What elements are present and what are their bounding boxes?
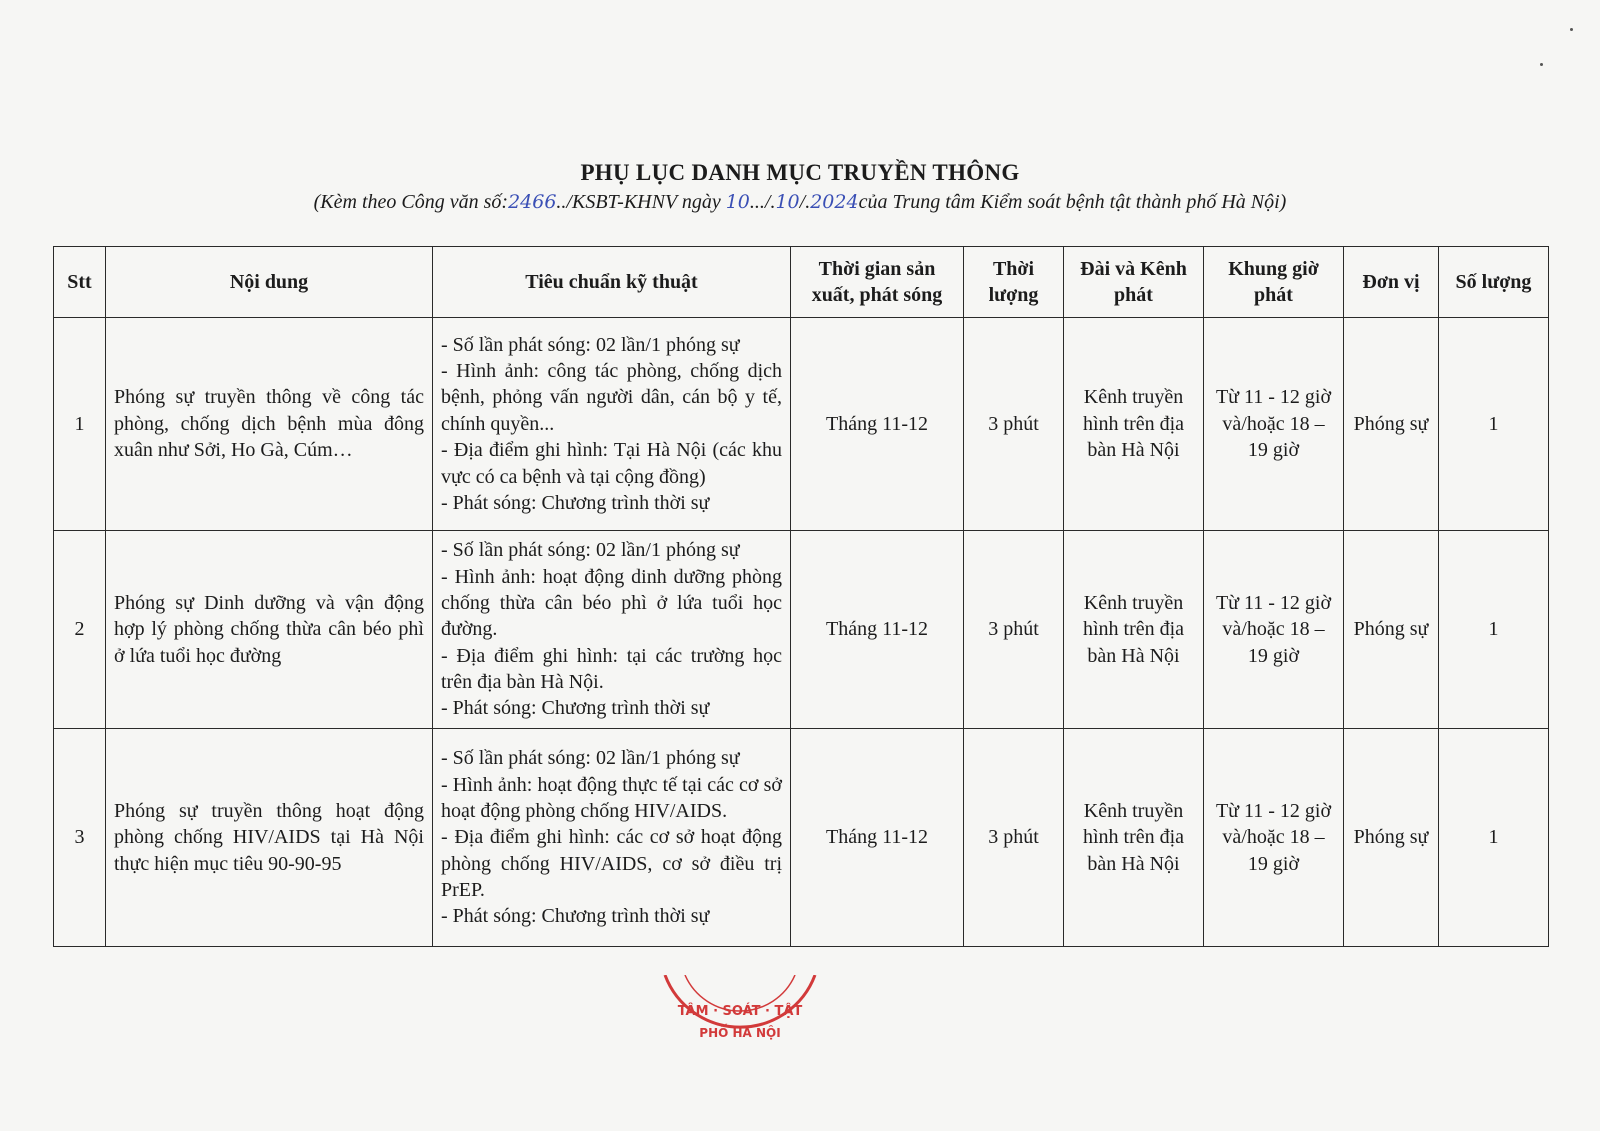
red-seal-stamp [655, 975, 825, 1125]
tech-line: - Địa điểm ghi hình: tại các trường học trên địa bàn Hà Nội. [441, 644, 782, 694]
table-row [54, 531, 1549, 729]
scan-speck [1570, 28, 1573, 31]
cell-stt: 2 [54, 531, 106, 729]
header-time: Thời gian sản xuất, phát sóng [791, 247, 964, 318]
header-tech: Tiêu chuẩn kỹ thuật [433, 247, 791, 318]
table-row [54, 318, 1549, 531]
cell-tech [433, 318, 791, 531]
cell-slot: Từ 11 - 12 giờ và/hoặc 18 – 19 giờ [1204, 531, 1344, 729]
cell-unit: Phóng sự [1344, 531, 1439, 729]
cell-qty: 1 [1439, 318, 1549, 531]
cell-stt: 3 [54, 729, 106, 947]
header-content: Nội dung [106, 247, 433, 318]
cell-slot: Từ 11 - 12 giờ và/hoặc 18 – 19 giờ [1204, 318, 1344, 531]
doc-number-handwritten: 2466 [508, 191, 557, 213]
scan-speck [1540, 63, 1543, 66]
cell-channel: Kênh truyền hình trên địa bàn Hà Nội [1064, 531, 1204, 729]
cell-unit: Phóng sự [1344, 318, 1439, 531]
subtitle-suffix: của Trung tâm Kiểm soát bệnh tật thành phố Hà Nội) [858, 191, 1287, 213]
cell-time: Tháng 11-12 [791, 729, 964, 947]
stamp-text: TÂM · SOÁT · TẬT [677, 1004, 803, 1019]
tech-line: - Địa điểm ghi hình: Tại Hà Nội (các khu vực có ca bệnh và tại cộng đồng) [441, 439, 782, 488]
cell-duration: 3 phút [964, 318, 1064, 531]
cell-content: Phóng sự truyền thông về công tác phòng, chống dịch bệnh mùa đông xuân như Sởi, Ho Gà, Cúm… [106, 318, 433, 531]
cell-time: Tháng 11-12 [791, 531, 964, 729]
cell-duration: 3 phút [964, 531, 1064, 729]
tech-line: - Phát sóng: Chương trình thời sự [441, 697, 710, 720]
tech-line: - Hình ảnh: công tác phòng, chống dịch bệnh, phỏng vấn người dân, cán bộ y tế, chính quyền... [441, 360, 782, 435]
cell-unit: Phóng sự [1344, 729, 1439, 947]
table-row [54, 729, 1549, 947]
tech-line: - Địa điểm ghi hình: các cơ sở hoạt động phòng chống HIV/AIDS, cơ sở điều trị PrEP. [441, 826, 782, 902]
year-handwritten: 2024 [810, 191, 859, 213]
cell-slot: Từ 11 - 12 giờ và/hoặc 18 – 19 giờ [1204, 729, 1344, 947]
stamp-outer-ring [665, 975, 815, 1027]
header-unit: Đơn vị [1344, 247, 1439, 318]
document-title: PHỤ LỤC DANH MỤC TRUYỀN THÔNG [580, 160, 1020, 185]
cell-qty: 1 [1439, 729, 1549, 947]
header-stt: Stt [54, 247, 106, 318]
day-handwritten: 10 [725, 191, 750, 213]
cell-time: Tháng 11-12 [791, 318, 964, 531]
cell-tech [433, 729, 791, 947]
header-channel: Đài và Kênh phát [1064, 247, 1204, 318]
cell-tech [433, 531, 791, 729]
date-separator-2: /. [799, 191, 811, 213]
cell-content: Phóng sự truyền thông hoạt động phòng chống HIV/AIDS tại Hà Nội thực hiện mục tiêu 90-90-95 [106, 729, 433, 947]
cell-content: Phóng sự Dinh dưỡng và vận động hợp lý phòng chống thừa cân béo phì ở lứa tuổi học đường [106, 531, 433, 729]
header-duration: Thời lượng [964, 247, 1064, 318]
tech-line: - Phát sóng: Chương trình thời sự [441, 905, 710, 928]
tech-line: - Số lần phát sóng: 02 lần/1 phóng sự [441, 747, 740, 770]
header-slot: Khung giờ phát [1204, 247, 1344, 318]
document-subtitle [0, 191, 1600, 214]
tech-line: - Hình ảnh: hoạt động thực tế tại các cơ sở hoạt động phòng chống HIV/AIDS. [441, 773, 782, 822]
month-handwritten: 10 [775, 191, 800, 213]
tech-line: - Phát sóng: Chương trình thời sự [441, 491, 710, 514]
header-qty: Số lượng [1439, 247, 1549, 318]
cell-channel: Kênh truyền hình trên địa bàn Hà Nội [1064, 318, 1204, 531]
cell-qty: 1 [1439, 531, 1549, 729]
tech-line: - Số lần phát sóng: 02 lần/1 phóng sự [441, 539, 740, 562]
stamp-text-2: PHỐ HÀ NỘI [699, 1026, 781, 1040]
media-list-table [53, 246, 1549, 947]
table-header-row [54, 247, 1549, 318]
date-separator-1: .../. [749, 191, 776, 213]
tech-line: - Số lần phát sóng: 02 lần/1 phóng sự [441, 333, 740, 356]
cell-channel: Kênh truyền hình trên địa bàn Hà Nội [1064, 729, 1204, 947]
cell-duration: 3 phút [964, 729, 1064, 947]
tech-line: - Hình ảnh: hoạt động dinh dưỡng phòng chống thừa cân béo phì ở lứa tuổi học đường. [441, 565, 782, 641]
doc-code: ../KSBT-KHNV ngày [556, 191, 726, 213]
cell-stt: 1 [54, 318, 106, 531]
subtitle-prefix: (Kèm theo Công văn số: [313, 191, 509, 213]
